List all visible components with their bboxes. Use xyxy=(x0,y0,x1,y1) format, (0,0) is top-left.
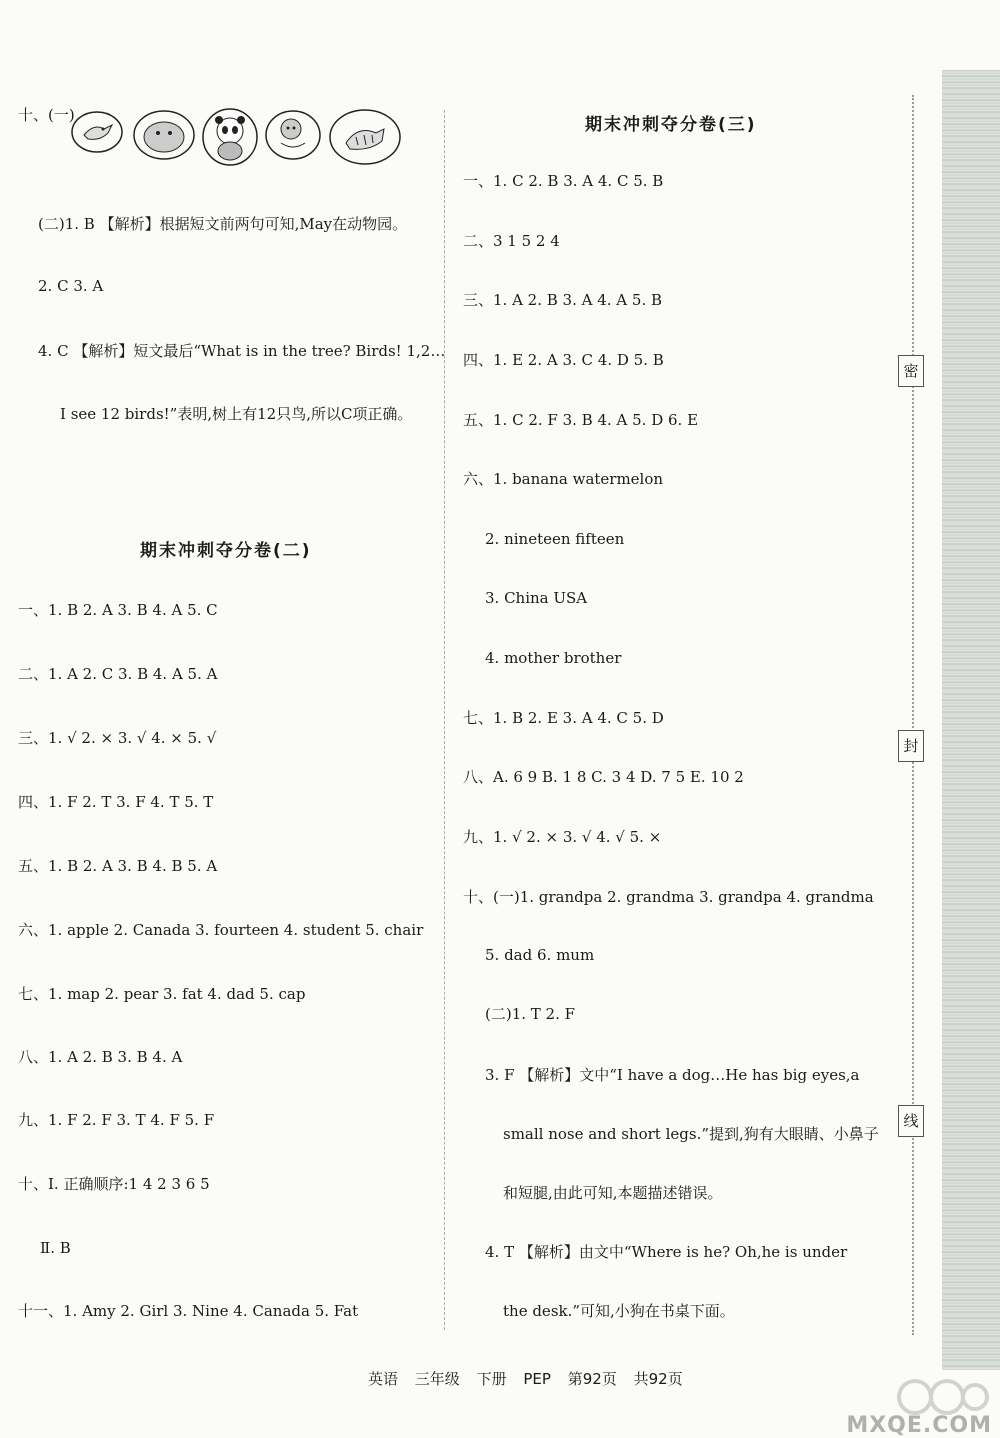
binding-char-feng: 封 xyxy=(898,730,924,762)
footer-term: 下册 xyxy=(476,1370,507,1388)
binding-strip xyxy=(942,70,1000,1370)
monkey-icon xyxy=(263,107,323,162)
q10-2-line-b: 2. C 3. A xyxy=(38,277,104,295)
answer-line: 一、1. C 2. B 3. A 4. C 5. B xyxy=(463,172,664,190)
bird-icon xyxy=(70,107,125,157)
footer-page: 第92页 xyxy=(567,1370,617,1388)
answer-line: 4. mother brother xyxy=(485,649,622,667)
answer-line: 六、1. apple 2. Canada 3. fourteen 4. student 5. chair xyxy=(18,921,424,939)
answer-line: 5. dad 6. mum xyxy=(485,946,595,964)
bear-icon xyxy=(132,107,197,162)
exam-title-3: 期末冲刺夺分卷(三) xyxy=(585,115,757,135)
answer-line: the desk.”可知,小狗在书桌下面。 xyxy=(503,1302,735,1320)
tiger-icon xyxy=(328,107,403,167)
answer-line: 4. T 【解析】由文中“Where is he? Oh,he is under xyxy=(485,1243,848,1261)
footer-subject: 英语 xyxy=(368,1370,399,1388)
answer-line: 二、1. A 2. C 3. B 4. A 5. A xyxy=(18,665,218,683)
footer-total: 共92页 xyxy=(633,1370,683,1388)
q10-2-line-a: (二)1. B 【解析】根据短文前两句可知,May在动物园。 xyxy=(38,215,408,233)
answer-line: 3. F 【解析】文中“I have a dog…He has big eyes,a xyxy=(485,1066,860,1084)
answer-line: 八、A. 6 9 B. 1 8 C. 3 4 D. 7 5 E. 10 2 xyxy=(463,768,744,786)
answer-line: 三、1. √ 2. × 3. √ 4. × 5. √ xyxy=(18,729,217,747)
footer-grade: 三年级 xyxy=(414,1370,460,1388)
answer-line: 七、1. map 2. pear 3. fat 4. dad 5. cap xyxy=(18,985,306,1003)
answer-line: 和短腿,由此可知,本题描述错误。 xyxy=(503,1184,723,1202)
page-footer xyxy=(368,1368,695,1389)
answer-line: 五、1. C 2. F 3. B 4. A 5. D 6. E xyxy=(463,411,699,429)
binding-char-xian: 线 xyxy=(898,1105,924,1137)
answer-line: 四、1. E 2. A 3. C 4. D 5. B xyxy=(463,351,664,369)
exam-title-2: 期末冲刺夺分卷(二) xyxy=(140,541,312,561)
answer-line: 四、1. F 2. T 3. F 4. T 5. T xyxy=(18,793,214,811)
answer-line: 2. nineteen fifteen xyxy=(485,530,625,548)
answer-line: 六、1. banana watermelon xyxy=(463,470,664,488)
answer-line: 七、1. B 2. E 3. A 4. C 5. D xyxy=(463,709,664,727)
answer-line: 八、1. A 2. B 3. B 4. A xyxy=(18,1048,183,1066)
answer-line: 3. China USA xyxy=(485,589,588,607)
answer-line: small nose and short legs.”提到,狗有大眼睛、小鼻子 xyxy=(503,1125,879,1143)
answer-line: 五、1. B 2. A 3. B 4. B 5. A xyxy=(18,857,218,875)
q10-2-line-c: 4. C 【解析】短文最后“What is in the tree? Birds! 1,2… xyxy=(38,342,446,360)
answer-line: Ⅱ. B xyxy=(40,1239,71,1257)
answer-line: 十、(一)1. grandpa 2. grandma 3. grandpa 4. grandma xyxy=(463,888,874,906)
answer-line: 三、1. A 2. B 3. A 4. A 5. B xyxy=(463,291,663,309)
footer-edition: PEP xyxy=(523,1370,551,1388)
answer-line: 九、1. √ 2. × 3. √ 4. √ 5. × xyxy=(463,828,662,846)
panda-icon xyxy=(200,107,260,167)
answer-line: 九、1. F 2. F 3. T 4. F 5. F xyxy=(18,1111,215,1129)
binding-seam xyxy=(912,95,914,1335)
column-divider xyxy=(444,110,445,1330)
answer-line: 一、1. B 2. A 3. B 4. A 5. C xyxy=(18,601,218,619)
watermark-text: MXQE.COM xyxy=(846,1413,992,1438)
answer-line: 二、3 1 5 2 4 xyxy=(463,232,560,250)
q10-label: 十、(一) xyxy=(18,106,75,124)
answer-line: 十、Ⅰ. 正确顺序:1 4 2 3 6 5 xyxy=(18,1175,210,1193)
answer-line: 十一、1. Amy 2. Girl 3. Nine 4. Canada 5. Fat xyxy=(18,1302,359,1320)
q10-2-line-d: I see 12 birds!”表明,树上有12只鸟,所以C项正确。 xyxy=(60,405,413,423)
answer-line: (二)1. T 2. F xyxy=(485,1005,576,1023)
binding-char-mi: 密 xyxy=(898,355,924,387)
